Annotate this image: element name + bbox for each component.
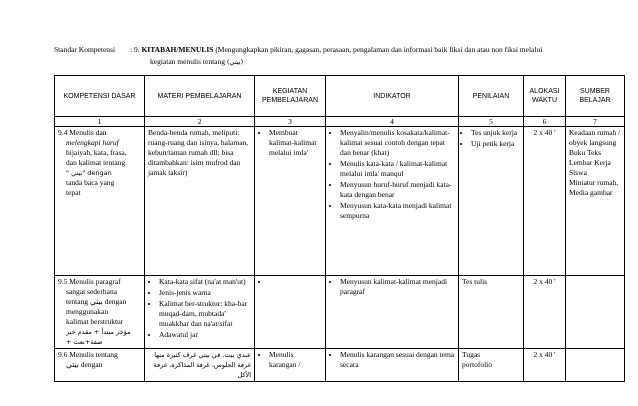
- kegiatan-cell: [255, 127, 326, 276]
- header-alokasi: ALOKASI WAKTU: [524, 76, 566, 117]
- penilaian-cell: Tugas portofolio: [459, 349, 524, 382]
- header-kegiatan: KEGIATAN PEMBELAJARAN: [255, 76, 326, 117]
- alokasi-cell: 2 x 40 ': [524, 276, 566, 349]
- header-sumber: SUMBER BELAJAR: [566, 76, 625, 117]
- column-number: 1: [55, 117, 145, 127]
- list-item: • Uji petik kerja: [471, 139, 520, 149]
- table-row: [55, 127, 625, 276]
- list-item: • Menulis karangan /: [269, 350, 322, 370]
- header-penilaian: PENILAIAN: [459, 76, 524, 117]
- alokasi-cell: 2 x 40 ': [524, 127, 566, 276]
- column-number: 4: [326, 117, 459, 127]
- sumber-cell: [566, 349, 625, 382]
- column-number: 6: [524, 117, 566, 127]
- indikator-cell: [326, 127, 459, 276]
- sumber-cell: Keadaan rumah / obyek langsung Buku Teks Lembar Kerja Siswa Miniatur rumah, Media gambar: [566, 127, 625, 276]
- kompetensi-cell: 9.4 Menulis dan melengkapi huruf hijaiyah, kata, frasa, dan kalimat tentang " بيتي" dengan tanda baca yang tepat: [55, 127, 145, 276]
- header-kompetensi: KOMPETENSI DASAR: [55, 76, 145, 117]
- list-item: • Menulis kata-kata / kalimat-kalimat melalui imla' manqul: [340, 159, 455, 179]
- list-item: • Menyusun kata-kata menjadi kalimat sempurna: [340, 201, 455, 221]
- column-number-row: [55, 117, 625, 127]
- indikator-cell: [326, 349, 459, 382]
- list-item: • Membuat kalimat-kalimat melalui imla': [269, 128, 322, 158]
- list-item: • Kata-kata sifat (na'at man'ut): [159, 277, 251, 287]
- penilaian-cell: Tes tulis: [459, 276, 524, 349]
- standard-text: : 9. KITABAH/MENULIS (Mengungkapkan pikiran, gagasan, perasaan, pengalaman dan informasi baik fiksi dan atau non fiksi melalui kegiatan menulis tentang (بيتي): [130, 45, 543, 66]
- header-row: [55, 76, 625, 117]
- list-item: • Menyusun huruf-huruf menjadi kata-kata dengan benar: [340, 180, 455, 200]
- kegiatan-cell: [255, 276, 326, 349]
- list-item: • Adawatul jar: [159, 330, 251, 340]
- kompetensi-cell: 9.5 Menulis paragraf sangat sederhana tentang بيتي dengan menggunakan kalimat berstruktur مؤخر مبتدأ + مقدم خبر + صفة+نعت: [55, 276, 145, 349]
- column-number: 7: [566, 117, 625, 127]
- list-item: • Jenis-jenis warna: [159, 288, 251, 298]
- indikator-cell: [326, 276, 459, 349]
- sumber-cell: [566, 276, 625, 349]
- alokasi-cell: 2 x 40 ': [524, 349, 566, 382]
- column-number: 2: [145, 117, 255, 127]
- syllabus-table: [54, 75, 625, 382]
- list-item: [269, 277, 322, 287]
- penilaian-cell: [459, 127, 524, 276]
- materi-cell: Benda-benda rumah, meliputi: ruang-ruang dan isinya, halaman, kebun/taman rumah dll; bisa ditambahkan: isim mufrod dan jamak taksir): [145, 127, 255, 276]
- header-materi: MATERI PEMBELAJARAN: [145, 76, 255, 117]
- table-row: [55, 276, 625, 349]
- kegiatan-cell: [255, 349, 326, 382]
- list-item: • Menulis karangan sesuai dengan tema secara: [340, 350, 455, 370]
- list-item: • Menyalin/menulis kosakata/kalimat-kalimat sesuai contoh dengan tepat dan benar (khat): [340, 128, 455, 158]
- column-number: 3: [255, 117, 326, 127]
- standard-label: Standar Kompetensi: [54, 45, 116, 54]
- list-item: • Kalimat ber-struktur: kha-bar muqad-dam, mubtada' muakkhar dan na'at/sifat: [159, 299, 251, 329]
- list-item: • Tes unjuk kerja: [471, 128, 520, 138]
- header-indikator: INDIKATOR: [326, 76, 459, 117]
- table-row: [55, 349, 625, 382]
- materi-cell: عندي بيت. في بيتي غرف كثيرة منها غرفة الجلوس، غرفة المذاكرة، غرفة الأكل: [145, 349, 255, 382]
- list-item: • Menyusun kalimat-kalimat menjadi paragraf: [340, 277, 455, 297]
- column-number: 5: [459, 117, 524, 127]
- materi-cell: [145, 276, 255, 349]
- standard-title: KITABAH/MENULIS: [141, 45, 214, 54]
- kompetensi-cell: 9.6 Menulis tentang بيتي dengan: [55, 349, 145, 382]
